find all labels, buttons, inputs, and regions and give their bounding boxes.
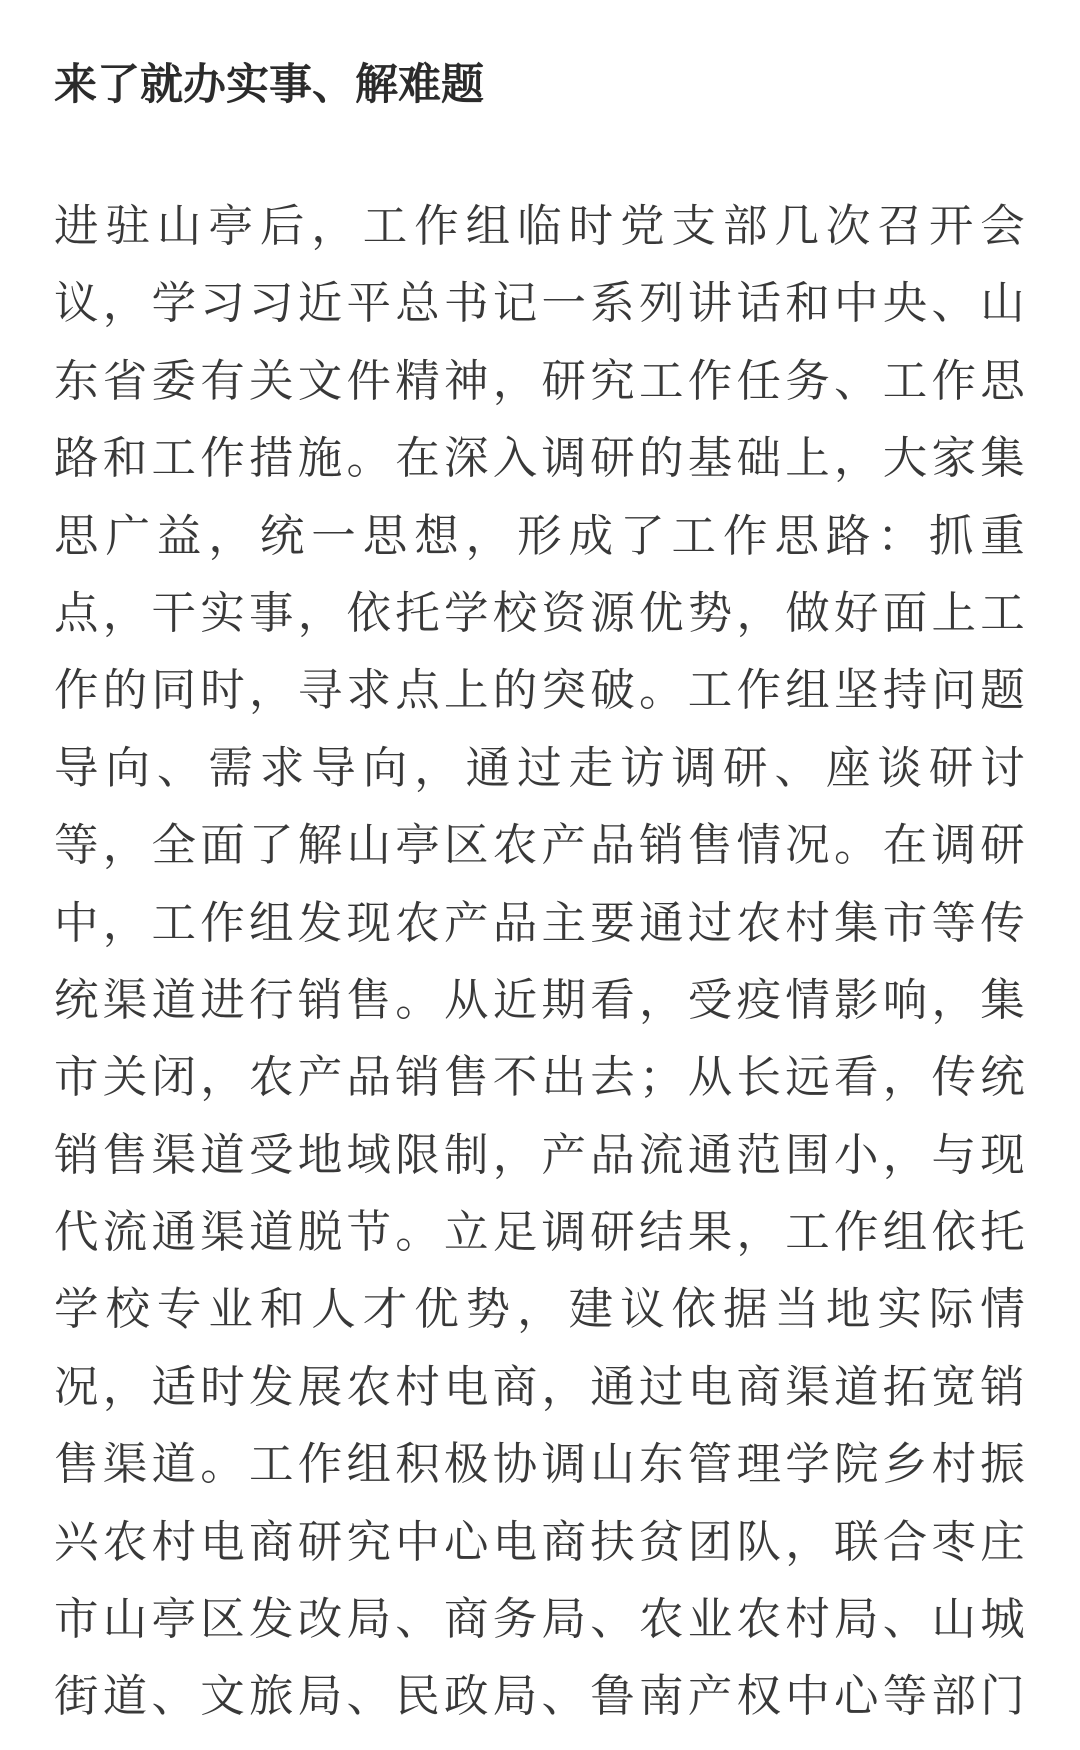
body-line: 议，学习习近平总书记一系列讲话和中央、山 <box>54 278 1029 330</box>
body-line: 代流通渠道脱节。立足调研结果，工作组依托 <box>54 1207 1029 1259</box>
body-line: 作的同时，寻求点上的突破。工作组坚持问题 <box>54 665 1029 717</box>
body-line: 市关闭，农产品销售不出去；从长远看，传统 <box>54 1052 1029 1104</box>
article-body <box>54 115 1029 1736</box>
body-line: 进驻山亭后，工作组临时党支部几次召开会 <box>54 201 1029 252</box>
body-line: 东省委有关文件精神，研究工作任务、工作思 <box>54 355 1029 407</box>
body-line: 街道、文旅局、民政局、鲁南产权中心等部门 <box>54 1671 1029 1723</box>
article-heading: 来了就办实事、解难题 <box>54 60 484 110</box>
body-line: 况，适时发展农村电商，通过电商渠道拓宽销 <box>54 1361 1029 1413</box>
body-line: 导向、需求导向，通过走访调研、座谈研讨 <box>54 742 1029 794</box>
body-line: 售渠道。工作组积极协调山东管理学院乡村振 <box>54 1439 1029 1491</box>
body-line: 路和工作措施。在深入调研的基础上，大家集 <box>54 433 1029 485</box>
body-line: 点，干实事，依托学校资源优势，做好面上工 <box>54 587 1029 639</box>
body-line: 统渠道进行销售。从近期看，受疫情影响，集 <box>54 974 1029 1026</box>
body-line: 市山亭区发改局、商务局、农业农村局、山城 <box>54 1594 1029 1646</box>
body-line: 等，全面了解山亭区农产品销售情况。在调研 <box>54 820 1029 872</box>
body-line: 销售渠道受地域限制，产品流通范围小，与现 <box>54 1129 1029 1181</box>
body-line: 兴农村电商研究中心电商扶贫团队，联合枣庄 <box>54 1516 1029 1568</box>
body-line: 思广益，统一思想，形成了工作思路：抓重 <box>54 510 1029 562</box>
article <box>54 0 1029 1736</box>
body-line: 中，工作组发现农产品主要通过农村集市等传 <box>54 897 1029 949</box>
body-line: 学校专业和人才优势，建议依据当地实际情 <box>54 1284 1029 1336</box>
